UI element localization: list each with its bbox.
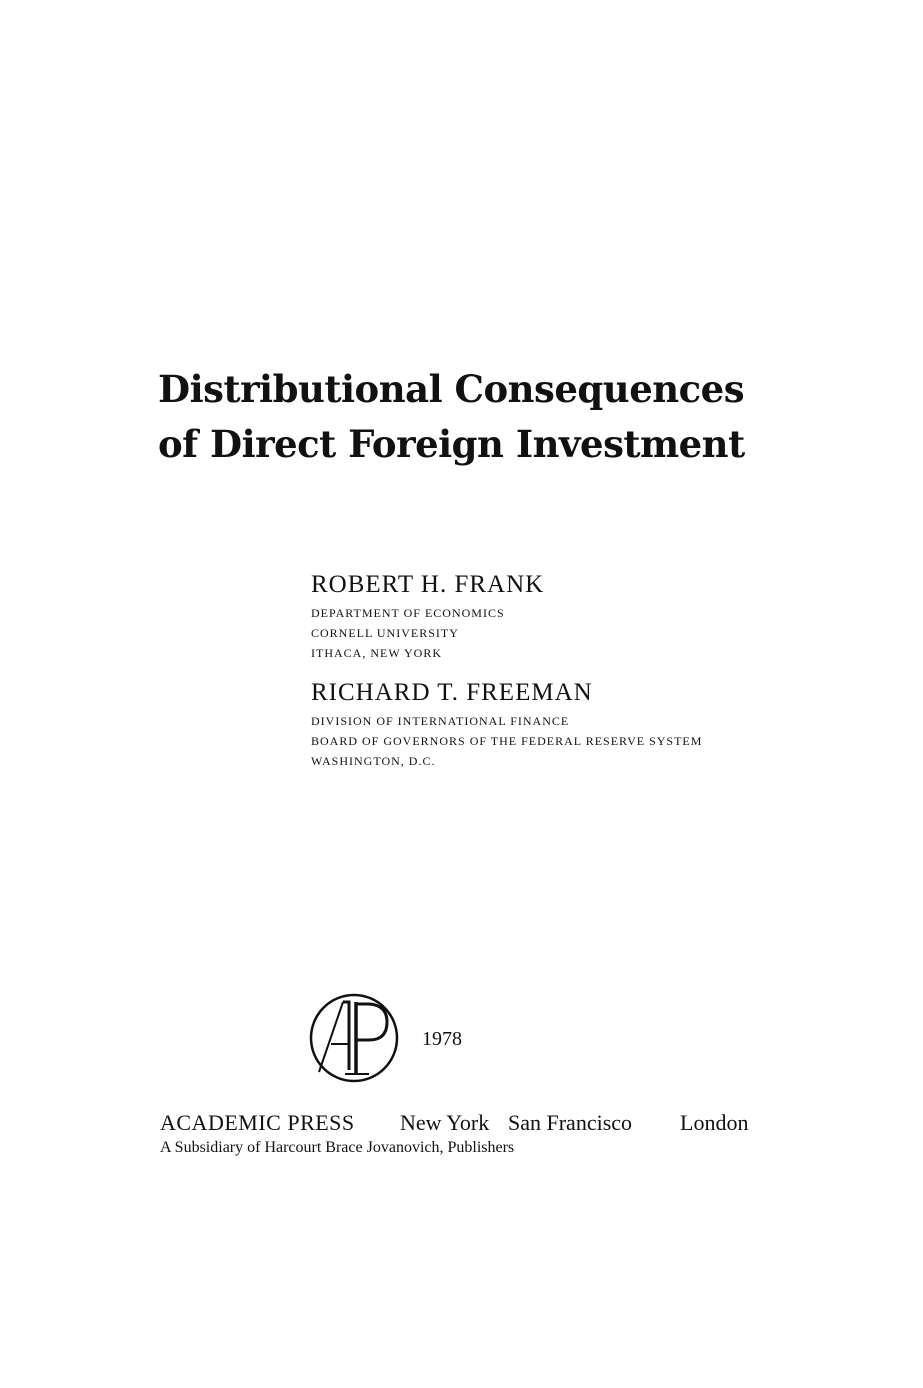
author-block-2 [311,678,702,771]
academic-press-logo-icon [309,992,399,1084]
book-title [158,362,745,472]
author-block-1 [311,570,544,663]
book-title-line-2: of Direct Foreign Investment [158,422,745,466]
author-name: RICHARD T. FREEMAN [311,679,593,706]
author-affiliation-line: CORNELL UNIVERSITY [311,626,459,640]
author-affiliation-line: BOARD OF GOVERNORS OF THE FEDERAL RESERVE SYSTEM [311,734,703,748]
book-title-line-1: Distributional Consequences [158,367,745,411]
author-affiliation-line: ITHACA, NEW YORK [311,646,442,660]
publisher-city: San Francisco [508,1110,633,1135]
publisher-city: London [680,1110,749,1135]
publisher-city: New York [400,1110,490,1135]
author-affiliation-line: DEPARTMENT OF ECONOMICS [311,606,505,620]
publication-year: 1978 [422,1028,462,1050]
author-name: ROBERT H. FRANK [311,571,545,598]
publisher-name: ACADEMIC PRESS [160,1110,355,1135]
author-affiliation-line: WASHINGTON, D.C. [311,754,436,768]
publisher-line [160,1109,748,1137]
publisher-subsidiary-note: A Subsidiary of Harcourt Brace Jovanovich, Publishers [160,1139,515,1156]
author-affiliation-line: DIVISION OF INTERNATIONAL FINANCE [311,714,570,728]
